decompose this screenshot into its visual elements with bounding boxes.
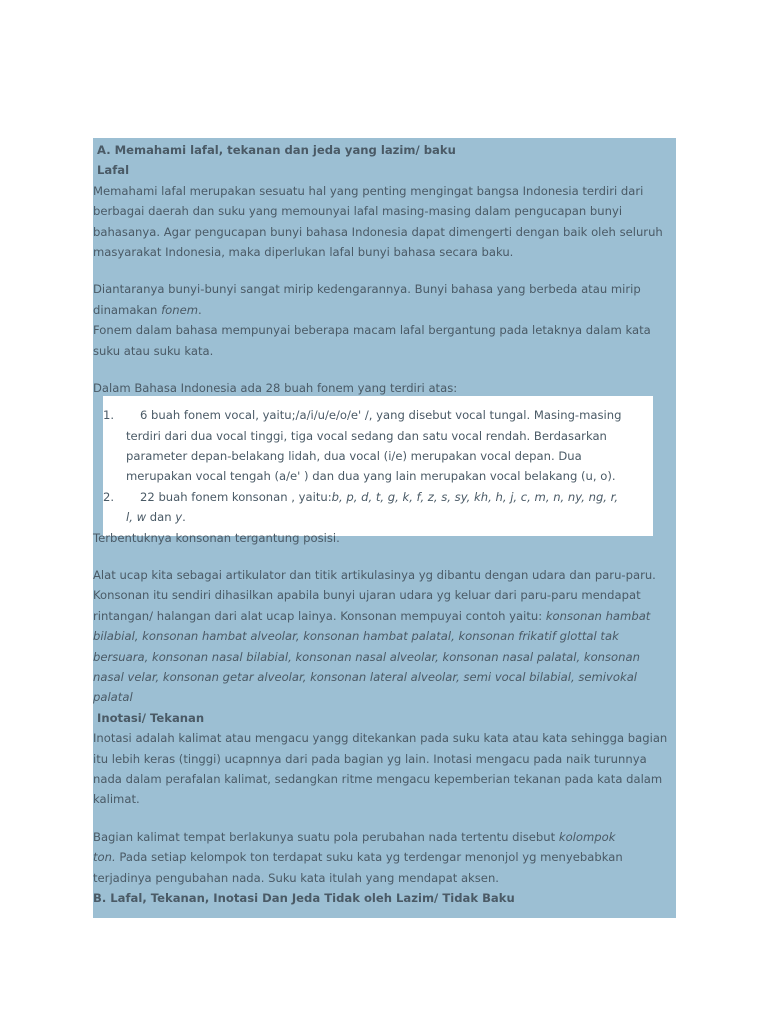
para1-line: Memahami lafal merupakan sesuatu hal yang penting mengingat bangsa Indonesia terdiri dari bbox=[93, 183, 644, 198]
term-fonem: fonem bbox=[161, 302, 199, 317]
para8-line: ton. Pada setiap kelompok ton terdapat suku kata yg terdengar menonjol yg menyebabkan bbox=[93, 850, 623, 865]
para1-line: berbagai daerah dan suku yang memounyai lafal masing-masing dalam pengucapan bunyi bbox=[93, 204, 623, 219]
list-number: 1. bbox=[103, 408, 115, 423]
para7-line: Inotasi adalah kalimat atau mengacu yangg ditekankan pada suku kata atau kata sehingga bagian bbox=[93, 731, 668, 746]
inotasi-title: Inotasi/ Tekanan bbox=[97, 710, 205, 725]
para2-line: dinamakan fonem. bbox=[93, 302, 202, 317]
para4-line: Dalam Bahasa Indonesia ada 28 buah fonem yang terdiri atas: bbox=[93, 380, 458, 395]
para1-line: bahasanya. Agar pengucapan bunyi bahasa Indonesia dapat dimengerti dengan baik oleh seluruh bbox=[93, 224, 663, 239]
list-line: terdiri dari dua vocal tinggi, tiga vocal sedang dan satu vocal rendah. Berdasarkan bbox=[126, 428, 607, 443]
para6-line: Konsonan itu sendiri dihasilkan apabila bunyi ujaran udara yg keluar dari paru-paru mendapat bbox=[93, 588, 641, 603]
list-line: l, w dan y. bbox=[126, 510, 186, 525]
heading-b: B. Lafal, Tekanan, Inotasi Dan Jeda Tidak oleh Lazim/ Tidak Baku bbox=[93, 890, 515, 905]
list-line: 22 buah fonem konsonan , yaitu:b, p, d, t, g, k, f, z, s, sy, kh, h, j, c, m, n, ny, ng, r, bbox=[140, 489, 619, 504]
para6-line: bilabial, konsonan hambat alveolar, konsonan hambat palatal, konsonan frikatif glottal tak bbox=[93, 629, 619, 644]
document-content bbox=[93, 140, 673, 908]
list-line: 6 buah fonem vocal, yaitu;/a/i/u/e/o/e' /, yang disebut vocal tungal. Masing-masing bbox=[140, 408, 622, 423]
para7-line: nada dalam perafalan kalimat, sedangkan ritme mengacu kepemberian tekanan pada kata dalam bbox=[93, 771, 663, 786]
para3-line: Fonem dalam bahasa mempunyai beberapa macam lafal bergantung pada letaknya dalam kata bbox=[93, 323, 651, 338]
para8-line: terjadinya pengubahan nada. Suku kata itulah yang mendapat aksen. bbox=[93, 870, 499, 885]
para6-line: rintangan/ halangan dari alat ucap lainya. Konsonan mempuyai contoh yaitu: konsonan hambat bbox=[93, 608, 651, 623]
list-line: parameter depan-belakang lidah, dua vocal (i/e) merupakan vocal depan. Dua bbox=[126, 449, 582, 464]
list-line: merupakan vocal tengah (a/e' ) dan dua yang lain merupakan vocal belakang (u, o). bbox=[126, 469, 616, 484]
document-page bbox=[93, 138, 676, 918]
lafal-title: Lafal bbox=[97, 163, 130, 178]
para1-line: masyarakat Indonesia, maka diperlukan lafal bunyi bahasa secara baku. bbox=[93, 244, 514, 259]
para6-line: nasal velar, konsonan getar alveolar, konsonan lateral alveolar, semi vocal bilabial, semivokal bbox=[93, 669, 638, 684]
list-item-vocal bbox=[93, 405, 673, 487]
para8-line: Bagian kalimat tempat berlakunya suatu pola perubahan nada tertentu disebut kolompok bbox=[93, 829, 616, 844]
list-number: 2. bbox=[103, 489, 115, 504]
para6-line: bersuara, konsonan nasal bilabial, konsonan nasal alveolar, konsonan nasal palatal, konsonan bbox=[93, 649, 640, 664]
list-item-konsonan bbox=[93, 487, 673, 528]
para6-line: Alat ucap kita sebagai artikulator dan titik artikulasinya yg dibantu dengan udara dan paru-paru. bbox=[93, 568, 656, 583]
para3-line: suku atau suku kata. bbox=[93, 343, 214, 358]
para7-line: kalimat. bbox=[93, 792, 140, 807]
para2-line: Diantaranya bunyi-bunyi sangat mirip kedengarannya. Bunyi bahasa yang berbeda atau mirip bbox=[93, 282, 641, 297]
para7-line: itu lebih keras (tinggi) ucapnnya dari pada bagian yg lain. Inotasi mengacu pada naik turunnya bbox=[93, 751, 647, 766]
heading-a: A. Memahami lafal, tekanan dan jeda yang lazim/ baku bbox=[97, 143, 456, 157]
para5-line: Terbentuknya konsonan tergantung posisi. bbox=[93, 530, 340, 545]
para6-line: palatal bbox=[93, 690, 133, 705]
